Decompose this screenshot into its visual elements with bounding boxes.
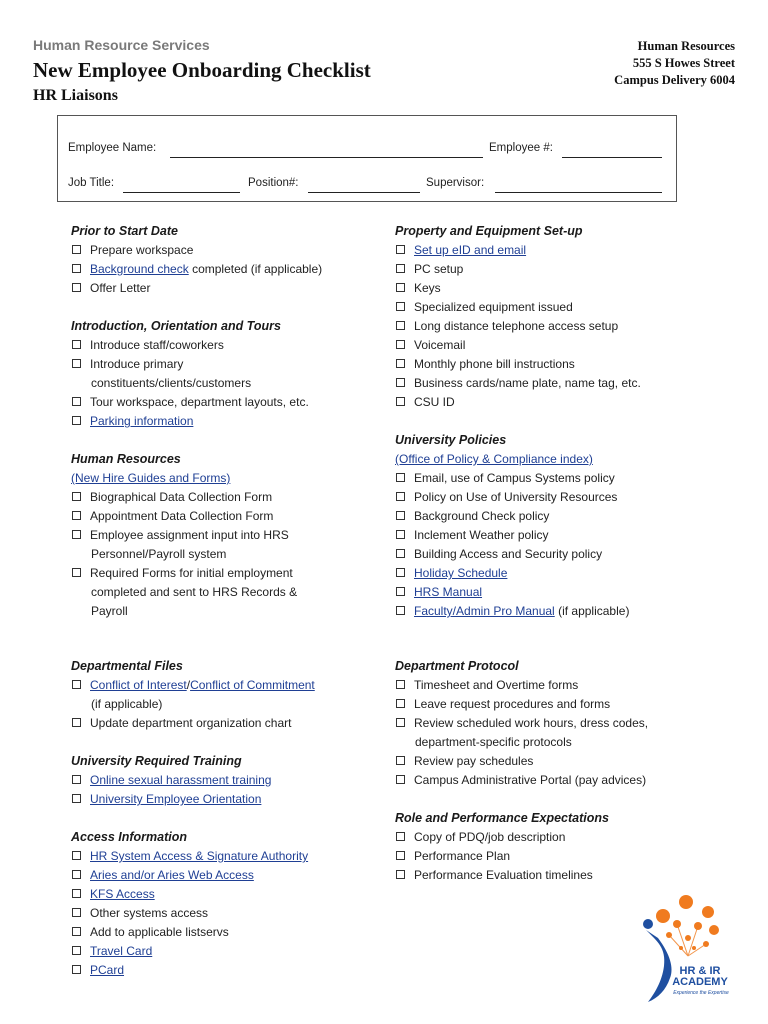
checkbox[interactable] bbox=[72, 718, 81, 727]
checkbox[interactable] bbox=[72, 511, 81, 520]
checklist-item bbox=[71, 507, 371, 526]
checkbox[interactable] bbox=[72, 794, 81, 803]
checkbox[interactable] bbox=[396, 870, 405, 879]
employee-name-field[interactable] bbox=[170, 157, 483, 158]
item-text: Prepare workspace bbox=[90, 243, 194, 257]
checkbox[interactable] bbox=[396, 699, 405, 708]
address-line: Human Resources bbox=[637, 39, 735, 53]
item-text: Voicemail bbox=[414, 338, 466, 352]
logo-wordmark bbox=[670, 966, 730, 988]
checklist-item bbox=[71, 279, 371, 298]
item-label bbox=[414, 695, 610, 714]
section-link[interactable]: (Office of Policy & Compliance index) bbox=[395, 452, 593, 466]
item-link[interactable]: Conflict of Commitment bbox=[190, 678, 315, 692]
item-link[interactable]: Aries and/or Aries Web Access bbox=[90, 868, 254, 882]
checklist-item bbox=[71, 526, 371, 545]
item-link[interactable]: KFS Access bbox=[90, 887, 155, 901]
item-label bbox=[90, 961, 124, 980]
item-label bbox=[414, 545, 602, 564]
item-label bbox=[90, 923, 229, 942]
section-departmental-files bbox=[71, 657, 371, 733]
checklist-item bbox=[71, 564, 371, 583]
section-introduction-orientation-and-tours bbox=[71, 317, 371, 431]
item-text: Review scheduled work hours, dress codes, bbox=[414, 716, 649, 730]
section-title: Departmental Files bbox=[71, 659, 183, 673]
section-title: Access Information bbox=[71, 830, 188, 844]
supervisor-field[interactable] bbox=[495, 192, 662, 193]
supervisor-label: Supervisor: bbox=[426, 177, 485, 189]
checklist-item bbox=[395, 771, 695, 790]
logo-line1: HR & IR bbox=[679, 965, 721, 977]
checklist-item bbox=[395, 317, 695, 336]
item-label bbox=[90, 564, 293, 583]
item-link[interactable]: Online sexual harassment training bbox=[90, 773, 272, 787]
address-line: Campus Delivery 6004 bbox=[614, 73, 735, 87]
item-label bbox=[90, 355, 183, 374]
checklist-item bbox=[71, 790, 371, 809]
item-label bbox=[90, 412, 193, 431]
checkbox[interactable] bbox=[72, 870, 81, 879]
item-label bbox=[414, 336, 465, 355]
item-label bbox=[90, 714, 291, 733]
item-label bbox=[414, 771, 646, 790]
checklist-item bbox=[71, 866, 371, 885]
employee-number-label: Employee #: bbox=[489, 142, 553, 154]
address-block bbox=[614, 38, 735, 89]
item-text: Inclement Weather policy bbox=[414, 528, 549, 542]
checklist-item bbox=[395, 336, 695, 355]
item-text: Keys bbox=[414, 281, 441, 295]
item-label bbox=[414, 526, 549, 545]
item-link[interactable]: Background check bbox=[90, 262, 189, 276]
checklist-left-column bbox=[71, 222, 371, 980]
section-title: Department Protocol bbox=[395, 659, 519, 673]
checkbox[interactable] bbox=[396, 511, 405, 520]
checklist-item bbox=[71, 412, 371, 431]
checklist-item bbox=[395, 602, 695, 621]
checklist-item bbox=[71, 488, 371, 507]
checklist-item bbox=[395, 298, 695, 317]
item-label bbox=[90, 771, 271, 790]
item-text: CSU ID bbox=[414, 395, 455, 409]
item-text: Long distance telephone access setup bbox=[414, 319, 619, 333]
checkbox[interactable] bbox=[396, 264, 405, 273]
checkbox[interactable] bbox=[396, 302, 405, 311]
item-text: Leave request procedures and forms bbox=[414, 697, 611, 711]
item-continuation: (if applicable) bbox=[91, 697, 163, 711]
item-text: Campus Administrative Portal (pay advices) bbox=[414, 773, 647, 787]
section-title: University Policies bbox=[395, 433, 507, 447]
checklist-item bbox=[395, 393, 695, 412]
section-title: University Required Training bbox=[71, 754, 242, 768]
item-text: Other systems access bbox=[90, 906, 209, 920]
item-text: Introduce staff/coworkers bbox=[90, 338, 224, 352]
section-property-and-equipment-set-up bbox=[395, 222, 695, 412]
checklist-item bbox=[71, 714, 371, 733]
employee-number-field[interactable] bbox=[562, 157, 662, 158]
checklist-item bbox=[395, 260, 695, 279]
checklist-item bbox=[71, 241, 371, 260]
item-label bbox=[90, 942, 152, 961]
item-label bbox=[414, 279, 441, 298]
item-text: Copy of PDQ/job description bbox=[414, 830, 566, 844]
item-label bbox=[414, 564, 507, 583]
item-label bbox=[414, 583, 482, 602]
item-label bbox=[414, 676, 578, 695]
item-label bbox=[90, 790, 261, 809]
checklist-right-column bbox=[395, 222, 695, 885]
checklist-item bbox=[395, 241, 695, 260]
checkbox[interactable] bbox=[72, 397, 81, 406]
item-text: Timesheet and Overtime forms bbox=[414, 678, 579, 692]
checkbox[interactable] bbox=[396, 245, 405, 254]
checkbox[interactable] bbox=[396, 530, 405, 539]
item-link[interactable]: HRS Manual bbox=[414, 585, 483, 599]
item-text: Appointment Data Collection Form bbox=[90, 509, 274, 523]
checkbox[interactable] bbox=[396, 340, 405, 349]
checkbox[interactable] bbox=[72, 889, 81, 898]
logo-tagline: Experience the Expertise bbox=[673, 990, 729, 996]
checkbox[interactable] bbox=[72, 965, 81, 974]
item-text: Monthly phone bill instructions bbox=[414, 357, 575, 371]
item-label bbox=[90, 507, 273, 526]
checkbox[interactable] bbox=[72, 680, 81, 689]
item-text: Background Check policy bbox=[414, 509, 550, 523]
section-human-resources bbox=[71, 450, 371, 621]
item-label bbox=[90, 866, 254, 885]
item-text: Biographical Data Collection Form bbox=[90, 490, 273, 504]
checkbox[interactable] bbox=[396, 756, 405, 765]
checklist-item bbox=[395, 526, 695, 545]
checklist-item bbox=[71, 923, 371, 942]
checklist-item bbox=[395, 866, 695, 885]
checkbox[interactable] bbox=[72, 568, 81, 577]
page-title: New Employee Onboarding Checklist bbox=[33, 58, 371, 82]
checklist-item bbox=[71, 260, 371, 279]
section-access-information bbox=[71, 828, 371, 980]
checkbox[interactable] bbox=[396, 832, 405, 841]
hr-ir-academy-logo bbox=[636, 890, 736, 1010]
checkbox[interactable] bbox=[396, 378, 405, 387]
item-label bbox=[414, 393, 455, 412]
item-label bbox=[414, 241, 526, 260]
checklist-item bbox=[395, 488, 695, 507]
checklist-item bbox=[395, 564, 695, 583]
page-subtitle: HR Liaisons bbox=[33, 87, 118, 104]
checklist-item bbox=[71, 771, 371, 790]
checkbox[interactable] bbox=[396, 359, 405, 368]
item-text: Building Access and Security policy bbox=[414, 547, 603, 561]
section-title: Role and Performance Expectations bbox=[395, 811, 609, 825]
job-title-label: Job Title: bbox=[68, 177, 115, 189]
item-link[interactable]: HR System Access & Signature Authority bbox=[90, 849, 309, 863]
checkbox[interactable] bbox=[396, 568, 405, 577]
item-label bbox=[414, 714, 648, 733]
checklist-item bbox=[395, 545, 695, 564]
item-label bbox=[90, 904, 208, 923]
section-title: Property and Equipment Set-up bbox=[395, 224, 583, 238]
checklist-item bbox=[71, 336, 371, 355]
employee-name-label: Employee Name: bbox=[68, 142, 157, 154]
item-label bbox=[90, 885, 155, 904]
checklist-item bbox=[71, 904, 371, 923]
checkbox[interactable] bbox=[72, 927, 81, 936]
checkbox[interactable] bbox=[396, 549, 405, 558]
item-text: Performance Plan bbox=[414, 849, 511, 863]
checkbox[interactable] bbox=[396, 473, 405, 482]
checkbox[interactable] bbox=[396, 851, 405, 860]
checkbox[interactable] bbox=[72, 245, 81, 254]
item-link[interactable]: Holiday Schedule bbox=[414, 566, 508, 580]
checkbox[interactable] bbox=[72, 359, 81, 368]
checkbox[interactable] bbox=[396, 680, 405, 689]
checkbox[interactable] bbox=[396, 397, 405, 406]
item-text: Required Forms for initial employment bbox=[90, 566, 293, 580]
item-text: (if applicable) bbox=[554, 604, 630, 618]
job-title-field[interactable] bbox=[123, 192, 240, 193]
item-link[interactable]: Travel Card bbox=[90, 944, 153, 958]
item-text: Update department organization chart bbox=[90, 716, 292, 730]
item-link[interactable]: Set up eID and email bbox=[414, 243, 527, 257]
checkbox[interactable] bbox=[72, 946, 81, 955]
item-text: Review pay schedules bbox=[414, 754, 534, 768]
item-label bbox=[414, 507, 549, 526]
checklist-item bbox=[395, 695, 695, 714]
checkbox[interactable] bbox=[72, 908, 81, 917]
checkbox[interactable] bbox=[72, 416, 81, 425]
item-text: Performance Evaluation timelines bbox=[414, 868, 593, 882]
checklist-item bbox=[395, 676, 695, 695]
checkbox[interactable] bbox=[396, 283, 405, 292]
checkbox[interactable] bbox=[396, 492, 405, 501]
item-link[interactable]: University Employee Orientation bbox=[90, 792, 262, 806]
checkbox[interactable] bbox=[72, 264, 81, 273]
checklist-item bbox=[71, 393, 371, 412]
item-label bbox=[414, 602, 629, 621]
item-link[interactable]: Parking information bbox=[90, 414, 194, 428]
checklist-item bbox=[395, 847, 695, 866]
item-text: Policy on Use of University Resources bbox=[414, 490, 618, 504]
item-label bbox=[90, 526, 289, 545]
checkbox[interactable] bbox=[72, 530, 81, 539]
item-label bbox=[414, 828, 565, 847]
checklist-item bbox=[395, 752, 695, 771]
item-label bbox=[90, 241, 193, 260]
checklist-item bbox=[71, 885, 371, 904]
item-text: completed (if applicable) bbox=[188, 262, 323, 276]
item-label bbox=[90, 847, 308, 866]
org-name: Human Resource Services bbox=[33, 37, 210, 53]
checklist-item bbox=[71, 847, 371, 866]
section-link[interactable]: (New Hire Guides and Forms) bbox=[71, 471, 231, 485]
checkbox[interactable] bbox=[72, 283, 81, 292]
position-field[interactable] bbox=[308, 192, 420, 193]
item-label bbox=[414, 469, 615, 488]
item-link[interactable]: Faculty/Admin Pro Manual bbox=[414, 604, 555, 618]
item-label bbox=[90, 279, 150, 298]
item-text: Employee assignment input into HRS bbox=[90, 528, 289, 542]
checkbox[interactable] bbox=[72, 492, 81, 501]
section-university-required-training bbox=[71, 752, 371, 809]
address-line: 555 S Howes Street bbox=[632, 56, 735, 70]
item-text: Business cards/name plate, name tag, etc. bbox=[414, 376, 641, 390]
item-continuation: Payroll bbox=[91, 604, 128, 618]
section-title: Introduction, Orientation and Tours bbox=[71, 319, 281, 333]
item-continuation: department-specific protocols bbox=[415, 735, 572, 749]
checkbox[interactable] bbox=[396, 775, 405, 784]
checklist-item bbox=[395, 714, 695, 733]
checklist-item bbox=[71, 942, 371, 961]
checklist-item bbox=[395, 374, 695, 393]
item-label bbox=[90, 393, 309, 412]
section-prior-to-start-date bbox=[71, 222, 371, 298]
section-department-protocol bbox=[395, 657, 695, 790]
section-university-policies bbox=[395, 431, 695, 621]
checklist-item bbox=[395, 279, 695, 298]
item-text: Introduce primary bbox=[90, 357, 184, 371]
item-label bbox=[90, 336, 224, 355]
checklist-item bbox=[71, 676, 371, 695]
item-text: Tour workspace, department layouts, etc. bbox=[90, 395, 309, 409]
section-title: Prior to Start Date bbox=[71, 224, 178, 238]
item-label bbox=[414, 847, 510, 866]
item-text: PC setup bbox=[414, 262, 464, 276]
checkbox[interactable] bbox=[396, 321, 405, 330]
checklist-item bbox=[395, 828, 695, 847]
item-label bbox=[414, 752, 533, 771]
item-label bbox=[90, 488, 272, 507]
checkbox[interactable] bbox=[396, 606, 405, 615]
item-label bbox=[414, 260, 463, 279]
checkbox[interactable] bbox=[72, 851, 81, 860]
item-label bbox=[414, 317, 618, 336]
employee-info-box bbox=[57, 115, 677, 202]
item-label bbox=[414, 298, 573, 317]
item-continuation: constituents/clients/customers bbox=[91, 376, 252, 390]
item-continuation: Personnel/Payroll system bbox=[91, 547, 227, 561]
item-text: Offer Letter bbox=[90, 281, 151, 295]
checklist-item bbox=[71, 355, 371, 374]
item-continuation: completed and sent to HRS Records & bbox=[91, 585, 298, 599]
checklist-item bbox=[395, 583, 695, 602]
checkbox[interactable] bbox=[396, 587, 405, 596]
item-label bbox=[414, 866, 593, 885]
section-role-and-performance-expectations bbox=[395, 809, 695, 885]
item-text: Add to applicable listservs bbox=[90, 925, 229, 939]
section-title: Human Resources bbox=[71, 452, 181, 466]
checkbox[interactable] bbox=[396, 718, 405, 727]
item-text: Email, use of Campus Systems policy bbox=[414, 471, 615, 485]
item-link[interactable]: Conflict of Interest bbox=[90, 678, 187, 692]
checkbox[interactable] bbox=[72, 340, 81, 349]
checkbox[interactable] bbox=[72, 775, 81, 784]
item-text: / bbox=[186, 678, 191, 692]
item-text: Specialized equipment issued bbox=[414, 300, 573, 314]
item-label bbox=[414, 374, 641, 393]
checklist-item bbox=[71, 961, 371, 980]
item-link[interactable]: PCard bbox=[90, 963, 125, 977]
item-label bbox=[414, 488, 617, 507]
item-label bbox=[414, 355, 575, 374]
logo-line2: ACADEMY bbox=[672, 976, 728, 988]
checklist-item bbox=[395, 355, 695, 374]
position-label: Position#: bbox=[248, 177, 299, 189]
item-label bbox=[90, 260, 322, 279]
checklist-item bbox=[395, 469, 695, 488]
item-label bbox=[90, 676, 315, 695]
checklist-item bbox=[395, 507, 695, 526]
